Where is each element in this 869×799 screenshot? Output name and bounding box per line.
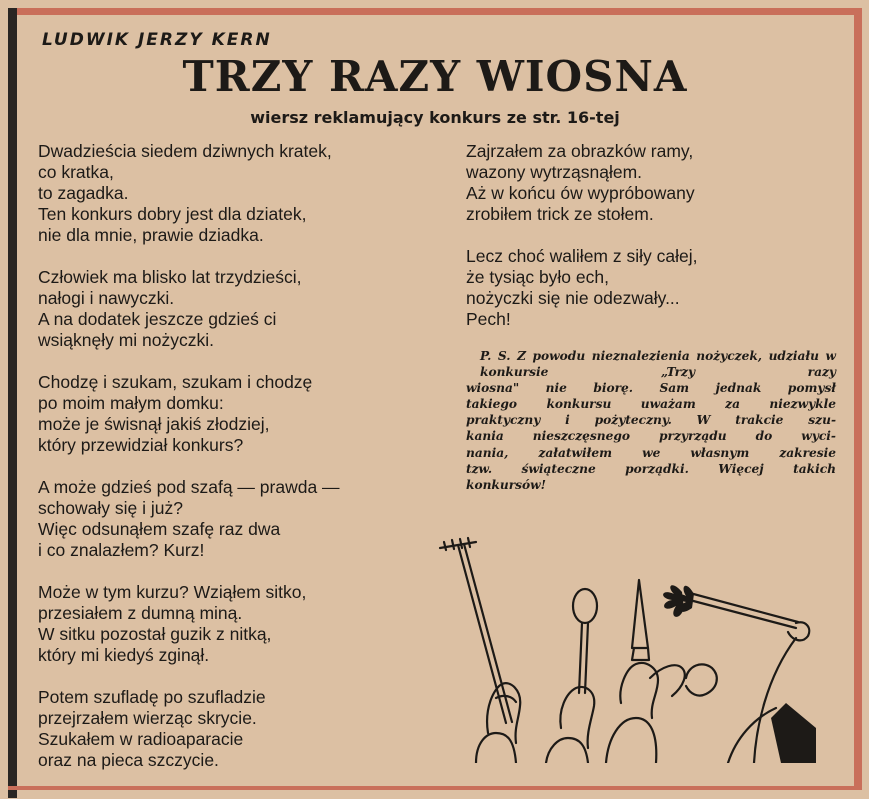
postscript-line: nania, załatwiłem we własnym zakresie [466, 445, 836, 460]
verse-line: to zagadka. [38, 183, 129, 203]
stanza [38, 582, 438, 666]
verse-line: Potem szufladę po szufladzie [38, 687, 266, 707]
frame-top [8, 8, 861, 15]
stanza [38, 687, 438, 771]
verse-line: nie dla mnie, prawie dziadka. [38, 225, 264, 245]
poem-title: TRZY RAZY WIOSNA [182, 52, 688, 101]
postscript-line: konkursów! [466, 477, 546, 492]
verse-line: który przewidział konkurs? [38, 435, 244, 455]
verse-line: po moim małym domku: [38, 393, 224, 413]
verse-line: Więc odsunąłem szafę raz dwa [38, 519, 281, 539]
verse-line: Dwadzieścia siedem dziwnych kratek, [38, 141, 332, 161]
postscript [466, 348, 836, 493]
verse-line: co kratka, [38, 162, 114, 182]
stanza [38, 267, 438, 351]
verse-line: który mi kiedyś zginął. [38, 645, 210, 665]
verse-line: Lecz choć waliłem z siły całej, [466, 246, 698, 266]
verse-line: zrobiłem trick ze stołem. [466, 204, 654, 224]
poem-left-column [38, 141, 438, 792]
verse-line: Szukałem w radioaparacie [38, 729, 244, 749]
verse-line: Zajrzałem za obrazków ramy, [466, 141, 694, 161]
verse-line: że tysiąc było ech, [466, 267, 609, 287]
postscript-line: tzw. świąteczne porządki. Więcej takich [466, 461, 836, 476]
postscript-line: takiego konkursu uważam za niezwykle [466, 397, 836, 412]
verse-line: Aż w końcu ów wypróbowany [466, 183, 695, 203]
verse-line: przejrzałem wierząc skrycie. [38, 708, 257, 728]
verse-line: nałogi i nawyczki. [38, 288, 175, 308]
postscript-line: praktyczny i pożyteczny. W trakcie szu- [466, 413, 836, 428]
verse-line: W sitku pozostał guzik z nitką, [38, 624, 272, 644]
frame-right [854, 8, 862, 790]
postscript-line: wiosna" nie biorę. Sam jednak pomysł [466, 381, 836, 396]
verse-line: przesiałem z dumną miną. [38, 603, 243, 623]
verse-line: Może w tym kurzu? Wziąłem sitko, [38, 582, 307, 602]
verse-line: i co znalazłem? Kurz! [38, 540, 205, 560]
postscript-line: P. S. Z powodu nieznalezienia nożyczek, udziału w konkursie „Trzy razy [480, 349, 836, 380]
verse-line: Ten konkurs dobry jest dla dziatek, [38, 204, 307, 224]
stanza [38, 372, 438, 456]
poem-right-column [466, 141, 836, 351]
verse-line: A może gdzieś pod szafą — prawda — [38, 477, 340, 497]
verse-line: schowały się i już? [38, 498, 183, 518]
frame-left [8, 8, 17, 798]
stanza [466, 246, 836, 330]
verse-line: nożyczki się nie odezwały... [466, 288, 680, 308]
postscript-line: kania nieszczęsnego przyrządu do wyci- [466, 429, 836, 444]
stanza [38, 141, 438, 246]
cleaning-tools-illustration [436, 528, 816, 763]
verse-line: wsiąknęły mi nożyczki. [38, 330, 215, 350]
verse-line: może je świsnął jakiś złodziej, [38, 414, 270, 434]
author-name: LUDWIK JERZY KERN [42, 30, 272, 50]
poem-subtitle: wiersz reklamujący konkurs ze str. 16-tej [250, 108, 620, 127]
verse-line: wazony wytrząsnąłem. [466, 162, 643, 182]
verse-line: oraz na pieca szczycie. [38, 750, 219, 770]
verse-line: Człowiek ma blisko lat trzydzieści, [38, 267, 302, 287]
verse-line: A na dodatek jeszcze gdzieś ci [38, 309, 277, 329]
stanza [38, 477, 438, 561]
stanza [466, 141, 836, 225]
verse-line: Chodzę i szukam, szukam i chodzę [38, 372, 313, 392]
verse-line: Pech! [466, 309, 511, 329]
